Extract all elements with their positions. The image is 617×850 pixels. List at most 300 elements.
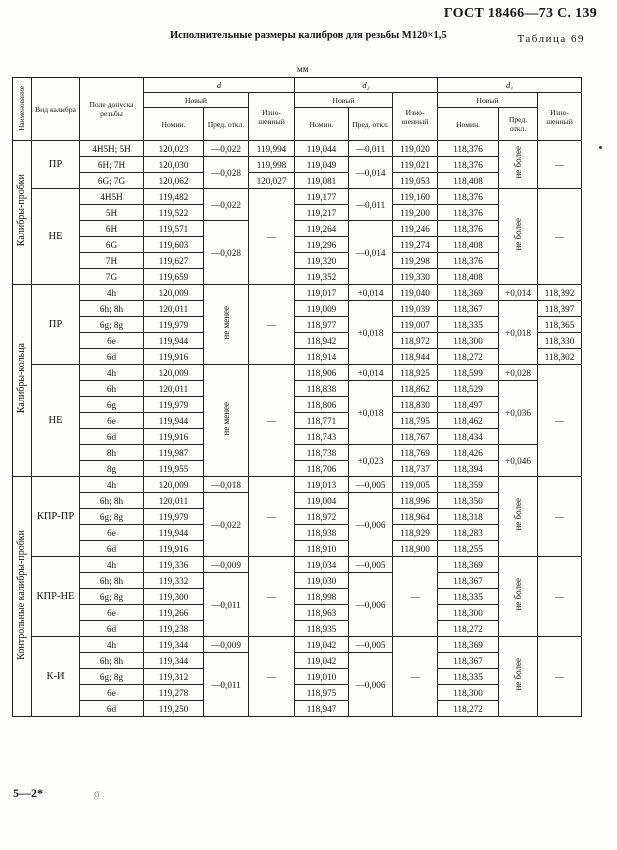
dn-cell: 120,030 [144,157,204,173]
dn-cell: 120,009 [144,285,204,301]
table-row [13,333,582,349]
tol-cell: 7H [80,253,144,269]
d1n-cell: 118,434 [438,429,499,445]
tol-cell: 5H [80,205,144,221]
d2n-cell: 118,998 [295,589,349,605]
d1n-cell: 118,408 [438,173,499,189]
table-row [13,541,582,557]
table-row [13,589,582,605]
d2w-cell: 119,020 [393,141,438,157]
note-label: не менее [221,401,231,436]
d1n-cell: 118,376 [438,157,499,173]
table-row [13,205,582,221]
d2dev-cell: —0,014 [349,157,393,189]
d2w-cell: 119,330 [393,269,438,285]
d2n-cell: 118,743 [295,429,349,445]
d1w-cell: — [538,637,582,717]
dn-cell: 119,238 [144,621,204,637]
tol-cell: 6h; 8h [80,493,144,509]
d2n-cell: 118,963 [295,605,349,621]
table-row [13,685,582,701]
note-label: не более [513,498,524,531]
dw-cell: — [249,557,295,637]
tol-cell: 6g; 8g [80,589,144,605]
d1n-cell: 118,367 [438,301,499,317]
tol-cell: 4h [80,365,144,381]
ddev-cell: —0,011 [204,653,249,717]
col-header-d2-deviation: Пред. откл. [349,108,393,141]
d1w-cell: 118,302 [538,349,582,365]
d2w-cell: 118,972 [393,333,438,349]
note-label: не менее [221,305,231,340]
d2w-cell: 118,767 [393,429,438,445]
d1n-cell: 118,318 [438,509,499,525]
table-row [13,525,582,541]
dn-cell: 119,944 [144,413,204,429]
table-row [13,557,582,573]
dn-cell: 119,344 [144,653,204,669]
tol-cell: 6h; 8h [80,573,144,589]
d1n-cell: 118,426 [438,445,499,461]
dw-cell: 120,027 [249,173,295,189]
d2n-cell: 119,010 [295,669,349,685]
thread-gauge-table [12,77,582,717]
d2dev-cell: —0,014 [349,221,393,285]
ddev-cell: —0,028 [204,157,249,189]
col-header-name: Наименование [13,78,32,141]
table-row [13,365,582,381]
dn-cell: 119,603 [144,237,204,253]
d2n-cell: 118,972 [295,509,349,525]
d1n-cell: 118,497 [438,397,499,413]
dn-cell: 119,278 [144,685,204,701]
d2n-cell: 119,009 [295,301,349,317]
col-header-d2: d₂ [295,78,438,93]
group-label: Калибры-кольца [16,343,27,414]
note-label: не более [513,578,524,611]
d2n-cell: 119,013 [295,477,349,493]
tol-cell: 6d [80,701,144,717]
d2n-cell: 119,042 [295,653,349,669]
d1dev-cell: +0,036 [499,381,538,445]
d2w-cell: 119,021 [393,157,438,173]
tol-cell: 4h [80,477,144,493]
note-label: не более [513,658,524,691]
d2w-cell: 118,996 [393,493,438,509]
d2w-cell: 119,298 [393,253,438,269]
tol-cell: 6h; 8h [80,653,144,669]
table-row [13,381,582,397]
d1n-cell: 118,376 [438,141,499,157]
table-row [13,429,582,445]
table-row [13,285,582,301]
d1w-cell: 118,330 [538,333,582,349]
dw-cell: — [249,637,295,717]
d1n-cell: 118,369 [438,557,499,573]
d2dev-cell: —0,006 [349,493,393,557]
table-row [13,669,582,685]
dn-cell: 119,987 [144,445,204,461]
col-header-tolerance: Поле допуска резьбы [80,78,144,141]
ddev-cell: —0,009 [204,557,249,573]
d1dev-cell [499,477,538,557]
dn-cell: 119,979 [144,397,204,413]
d2w-cell: 118,964 [393,509,438,525]
tol-cell: 4h [80,285,144,301]
d2dev-cell: —0,011 [349,141,393,157]
d2w-cell: 118,929 [393,525,438,541]
tol-cell: 6d [80,349,144,365]
table-number: Таблица 69 [517,33,585,45]
table-row [13,701,582,717]
d2dev-cell: —0,005 [349,557,393,573]
table-row [13,349,582,365]
table-row [13,493,582,509]
d2n-cell: 118,906 [295,365,349,381]
tol-cell: 7G [80,269,144,285]
d2n-cell: 119,030 [295,573,349,589]
d2n-cell: 118,910 [295,541,349,557]
d1n-cell: 118,272 [438,621,499,637]
d1dev-cell [499,189,538,285]
margin-dot [599,146,602,149]
d2dev-cell: +0,014 [349,285,393,301]
d1n-cell: 118,300 [438,333,499,349]
col-header-d1: d₁ [438,78,582,93]
d2n-cell: 118,738 [295,445,349,461]
d1n-cell: 118,272 [438,701,499,717]
d1n-cell: 118,529 [438,381,499,397]
tol-cell: 8h [80,445,144,461]
d1w-cell: — [538,365,582,477]
dn-cell: 120,011 [144,301,204,317]
d1n-cell: 118,300 [438,685,499,701]
unit-label: мм [297,64,309,74]
col-header-d: d [144,78,295,93]
table-row [13,653,582,669]
d1n-cell: 118,376 [438,221,499,237]
dn-cell: 119,979 [144,509,204,525]
col-header-d1-worn: Изно-шенный [538,93,582,141]
d2w-cell: 118,944 [393,349,438,365]
d2dev-cell: +0,018 [349,301,393,365]
ddev-cell [204,365,249,477]
dw-cell: 119,994 [249,141,295,157]
tol-cell: 4H5H; 5H [80,141,144,157]
d1n-cell: 118,462 [438,413,499,429]
d1n-cell: 118,394 [438,461,499,477]
dw-cell: — [249,365,295,477]
group-label: Калибры-пробки [16,174,27,247]
d2n-cell: 119,004 [295,493,349,509]
note-label: не более [513,218,524,251]
d2n-cell: 119,017 [295,285,349,301]
d2n-cell: 119,081 [295,173,349,189]
col-header-d-nominal: Номин. [144,108,204,141]
d2n-cell: 118,806 [295,397,349,413]
col-header-d2-worn: Изно-шенный [393,93,438,141]
table-row [13,413,582,429]
dn-cell: 119,955 [144,461,204,477]
d2dev-cell: +0,014 [349,365,393,381]
table-row [13,637,582,653]
dn-cell: 119,916 [144,349,204,365]
d2w-cell: 118,925 [393,365,438,381]
table-row [13,141,582,157]
page-header: ГОСТ 18466—73 С. 139 [443,6,597,21]
d2n-cell: 118,706 [295,461,349,477]
dn-cell: 119,944 [144,333,204,349]
col-header-d1-new: Новый [438,93,538,108]
tol-cell: 6H; 7H [80,157,144,173]
tol-cell: 6e [80,525,144,541]
table-row [13,477,582,493]
d2n-cell: 119,177 [295,189,349,205]
d1w-cell: 118,392 [538,285,582,301]
kind-cell: НЕ [32,189,80,285]
d1n-cell: 118,408 [438,269,499,285]
tol-cell: 4h [80,637,144,653]
d1n-cell: 118,300 [438,605,499,621]
tol-cell: 6g [80,397,144,413]
tol-cell: 6d [80,541,144,557]
d1w-cell: — [538,477,582,557]
d1w-cell: — [538,557,582,637]
tol-cell: 6e [80,685,144,701]
d1n-cell: 118,350 [438,493,499,509]
ddev-cell: —0,009 [204,637,249,653]
dn-cell: 119,332 [144,573,204,589]
table-row [13,237,582,253]
col-header-d-new: Новый [144,93,249,108]
dw-cell: 119,998 [249,157,295,173]
d2dev-cell: +0,018 [349,381,393,445]
d2n-cell: 118,838 [295,381,349,397]
dn-cell: 119,266 [144,605,204,621]
d1dev-cell: +0,046 [499,445,538,477]
table-row [13,461,582,477]
d2w-cell: 119,200 [393,205,438,221]
col-header-d-deviation: Пред. откл. [204,108,249,141]
d2w-cell: 119,040 [393,285,438,301]
dw-cell: — [249,285,295,365]
tol-cell: 4h [80,557,144,573]
group-label: Контрольные калибры-пробки [16,529,27,660]
d1n-cell: 118,369 [438,285,499,301]
table-row [13,397,582,413]
table-row [13,317,582,333]
d2n-cell: 118,935 [295,621,349,637]
d1n-cell: 118,376 [438,253,499,269]
d2n-cell: 118,914 [295,349,349,365]
table-row [13,621,582,637]
d2n-cell: 118,938 [295,525,349,541]
table-caption: Исполнительные размеры калибров для резьбы М120×1,5 [170,30,447,41]
d2n-cell: 119,049 [295,157,349,173]
table-body [13,141,582,717]
col-header-d1-nominal: Номин. [438,108,499,141]
tol-cell: 6H [80,221,144,237]
col-header-d1-deviation: Пред. откл. [499,108,538,141]
dn-cell: 119,482 [144,189,204,205]
d2w-cell: 118,795 [393,413,438,429]
table-row [13,509,582,525]
d2dev-cell: —0,011 [349,189,393,221]
tol-cell: 6g; 8g [80,509,144,525]
d2dev-cell: +0,023 [349,445,393,477]
d2dev-cell: —0,005 [349,637,393,653]
kind-cell: КПР-ПР [32,477,80,557]
d2n-cell: 119,217 [295,205,349,221]
col-header-kind: Вид калибра [32,78,80,141]
dn-cell: 120,062 [144,173,204,189]
kind-cell: КПР-НЕ [32,557,80,637]
d2n-cell: 119,352 [295,269,349,285]
d2w-cell: 118,900 [393,541,438,557]
d2n-cell: 119,296 [295,237,349,253]
d2w-cell: — [393,637,438,717]
dn-cell: 119,336 [144,557,204,573]
table-row [13,221,582,237]
tol-cell: 6e [80,333,144,349]
d2w-cell: 119,005 [393,477,438,493]
tol-cell: 6h; 8h [80,301,144,317]
d1n-cell: 118,272 [438,349,499,365]
note-label: не более [513,146,524,179]
table-row [13,605,582,621]
d1n-cell: 118,376 [438,205,499,221]
table-row [13,189,582,205]
page-footer: 5—2* [13,786,43,800]
tol-cell: 6d [80,621,144,637]
d2w-cell: — [393,557,438,637]
dn-cell: 119,300 [144,589,204,605]
tol-cell: 6d [80,429,144,445]
ddev-cell: —0,018 [204,477,249,493]
dn-cell: 119,344 [144,637,204,653]
d1n-cell: 118,335 [438,669,499,685]
d1n-cell: 118,335 [438,317,499,333]
table-row [13,173,582,189]
dn-cell: 119,659 [144,269,204,285]
dn-cell: 119,522 [144,205,204,221]
d2n-cell: 118,975 [295,685,349,701]
dn-cell: 120,011 [144,493,204,509]
tol-cell: 4H5H [80,189,144,205]
handwritten-mark: ℊ. [92,789,105,800]
ddev-cell: —0,022 [204,493,249,557]
d2w-cell: 119,039 [393,301,438,317]
d2n-cell: 119,044 [295,141,349,157]
tol-cell: 6G [80,237,144,253]
d1n-cell: 118,367 [438,573,499,589]
dn-cell: 119,979 [144,317,204,333]
d1n-cell: 118,408 [438,237,499,253]
d2w-cell: 119,246 [393,221,438,237]
d2dev-cell: —0,006 [349,573,393,637]
table-row [13,253,582,269]
table-row [13,573,582,589]
d2n-cell: 119,042 [295,637,349,653]
d2w-cell: 118,830 [393,397,438,413]
d1dev-cell [499,637,538,717]
ddev-cell: —0,022 [204,141,249,157]
col-header-d-worn: Изно-шенный [249,93,295,141]
tol-cell: 6e [80,413,144,429]
d1w-cell: 118,397 [538,301,582,317]
d2n-cell: 118,947 [295,701,349,717]
group-cell [13,477,32,717]
table-row [13,157,582,173]
ddev-cell [204,285,249,365]
tol-cell: 6g; 8g [80,669,144,685]
dw-cell: — [249,189,295,285]
d2n-cell: 118,977 [295,317,349,333]
d1w-cell: — [538,189,582,285]
kind-cell: НЕ [32,365,80,477]
d1n-cell: 118,376 [438,189,499,205]
dn-cell: 119,571 [144,221,204,237]
kind-cell: К-И [32,637,80,717]
kind-cell: ПР [32,285,80,365]
col-header-d2-new: Новый [295,93,393,108]
ddev-cell: —0,022 [204,189,249,221]
d2n-cell: 119,034 [295,557,349,573]
d2w-cell: 118,862 [393,381,438,397]
d2n-cell: 119,320 [295,253,349,269]
dw-cell: — [249,477,295,557]
dn-cell: 120,009 [144,365,204,381]
dn-cell: 119,312 [144,669,204,685]
d1w-cell: — [538,141,582,189]
dn-cell: 120,023 [144,141,204,157]
d2dev-cell: —0,005 [349,477,393,493]
tol-cell: 6G; 7G [80,173,144,189]
tol-cell: 6h [80,381,144,397]
d1dev-cell: +0,028 [499,365,538,381]
d1n-cell: 118,359 [438,477,499,493]
d2w-cell: 118,769 [393,445,438,461]
d2n-cell: 118,771 [295,413,349,429]
d2w-cell: 119,007 [393,317,438,333]
ddev-cell: —0,028 [204,221,249,285]
d1w-cell: 118,365 [538,317,582,333]
kind-cell: ПР [32,141,80,189]
tol-cell: 6e [80,605,144,621]
dn-cell: 119,944 [144,525,204,541]
col-header-d2-nominal: Номин. [295,108,349,141]
d2w-cell: 119,053 [393,173,438,189]
tol-cell: 6g; 8g [80,317,144,333]
d1dev-cell [499,141,538,189]
d2n-cell: 119,264 [295,221,349,237]
d2dev-cell: —0,006 [349,653,393,717]
d2w-cell: 119,160 [393,189,438,205]
d1dev-cell: +0,014 [499,285,538,301]
dn-cell: 120,009 [144,477,204,493]
d1n-cell: 118,283 [438,525,499,541]
d2n-cell: 118,942 [295,333,349,349]
table-row [13,301,582,317]
table-row [13,269,582,285]
table-row [13,445,582,461]
d1dev-cell: +0,018 [499,301,538,365]
d1n-cell: 118,369 [438,637,499,653]
group-cell [13,141,32,285]
ddev-cell: —0,011 [204,573,249,637]
dn-cell: 119,916 [144,541,204,557]
dn-cell: 120,011 [144,381,204,397]
